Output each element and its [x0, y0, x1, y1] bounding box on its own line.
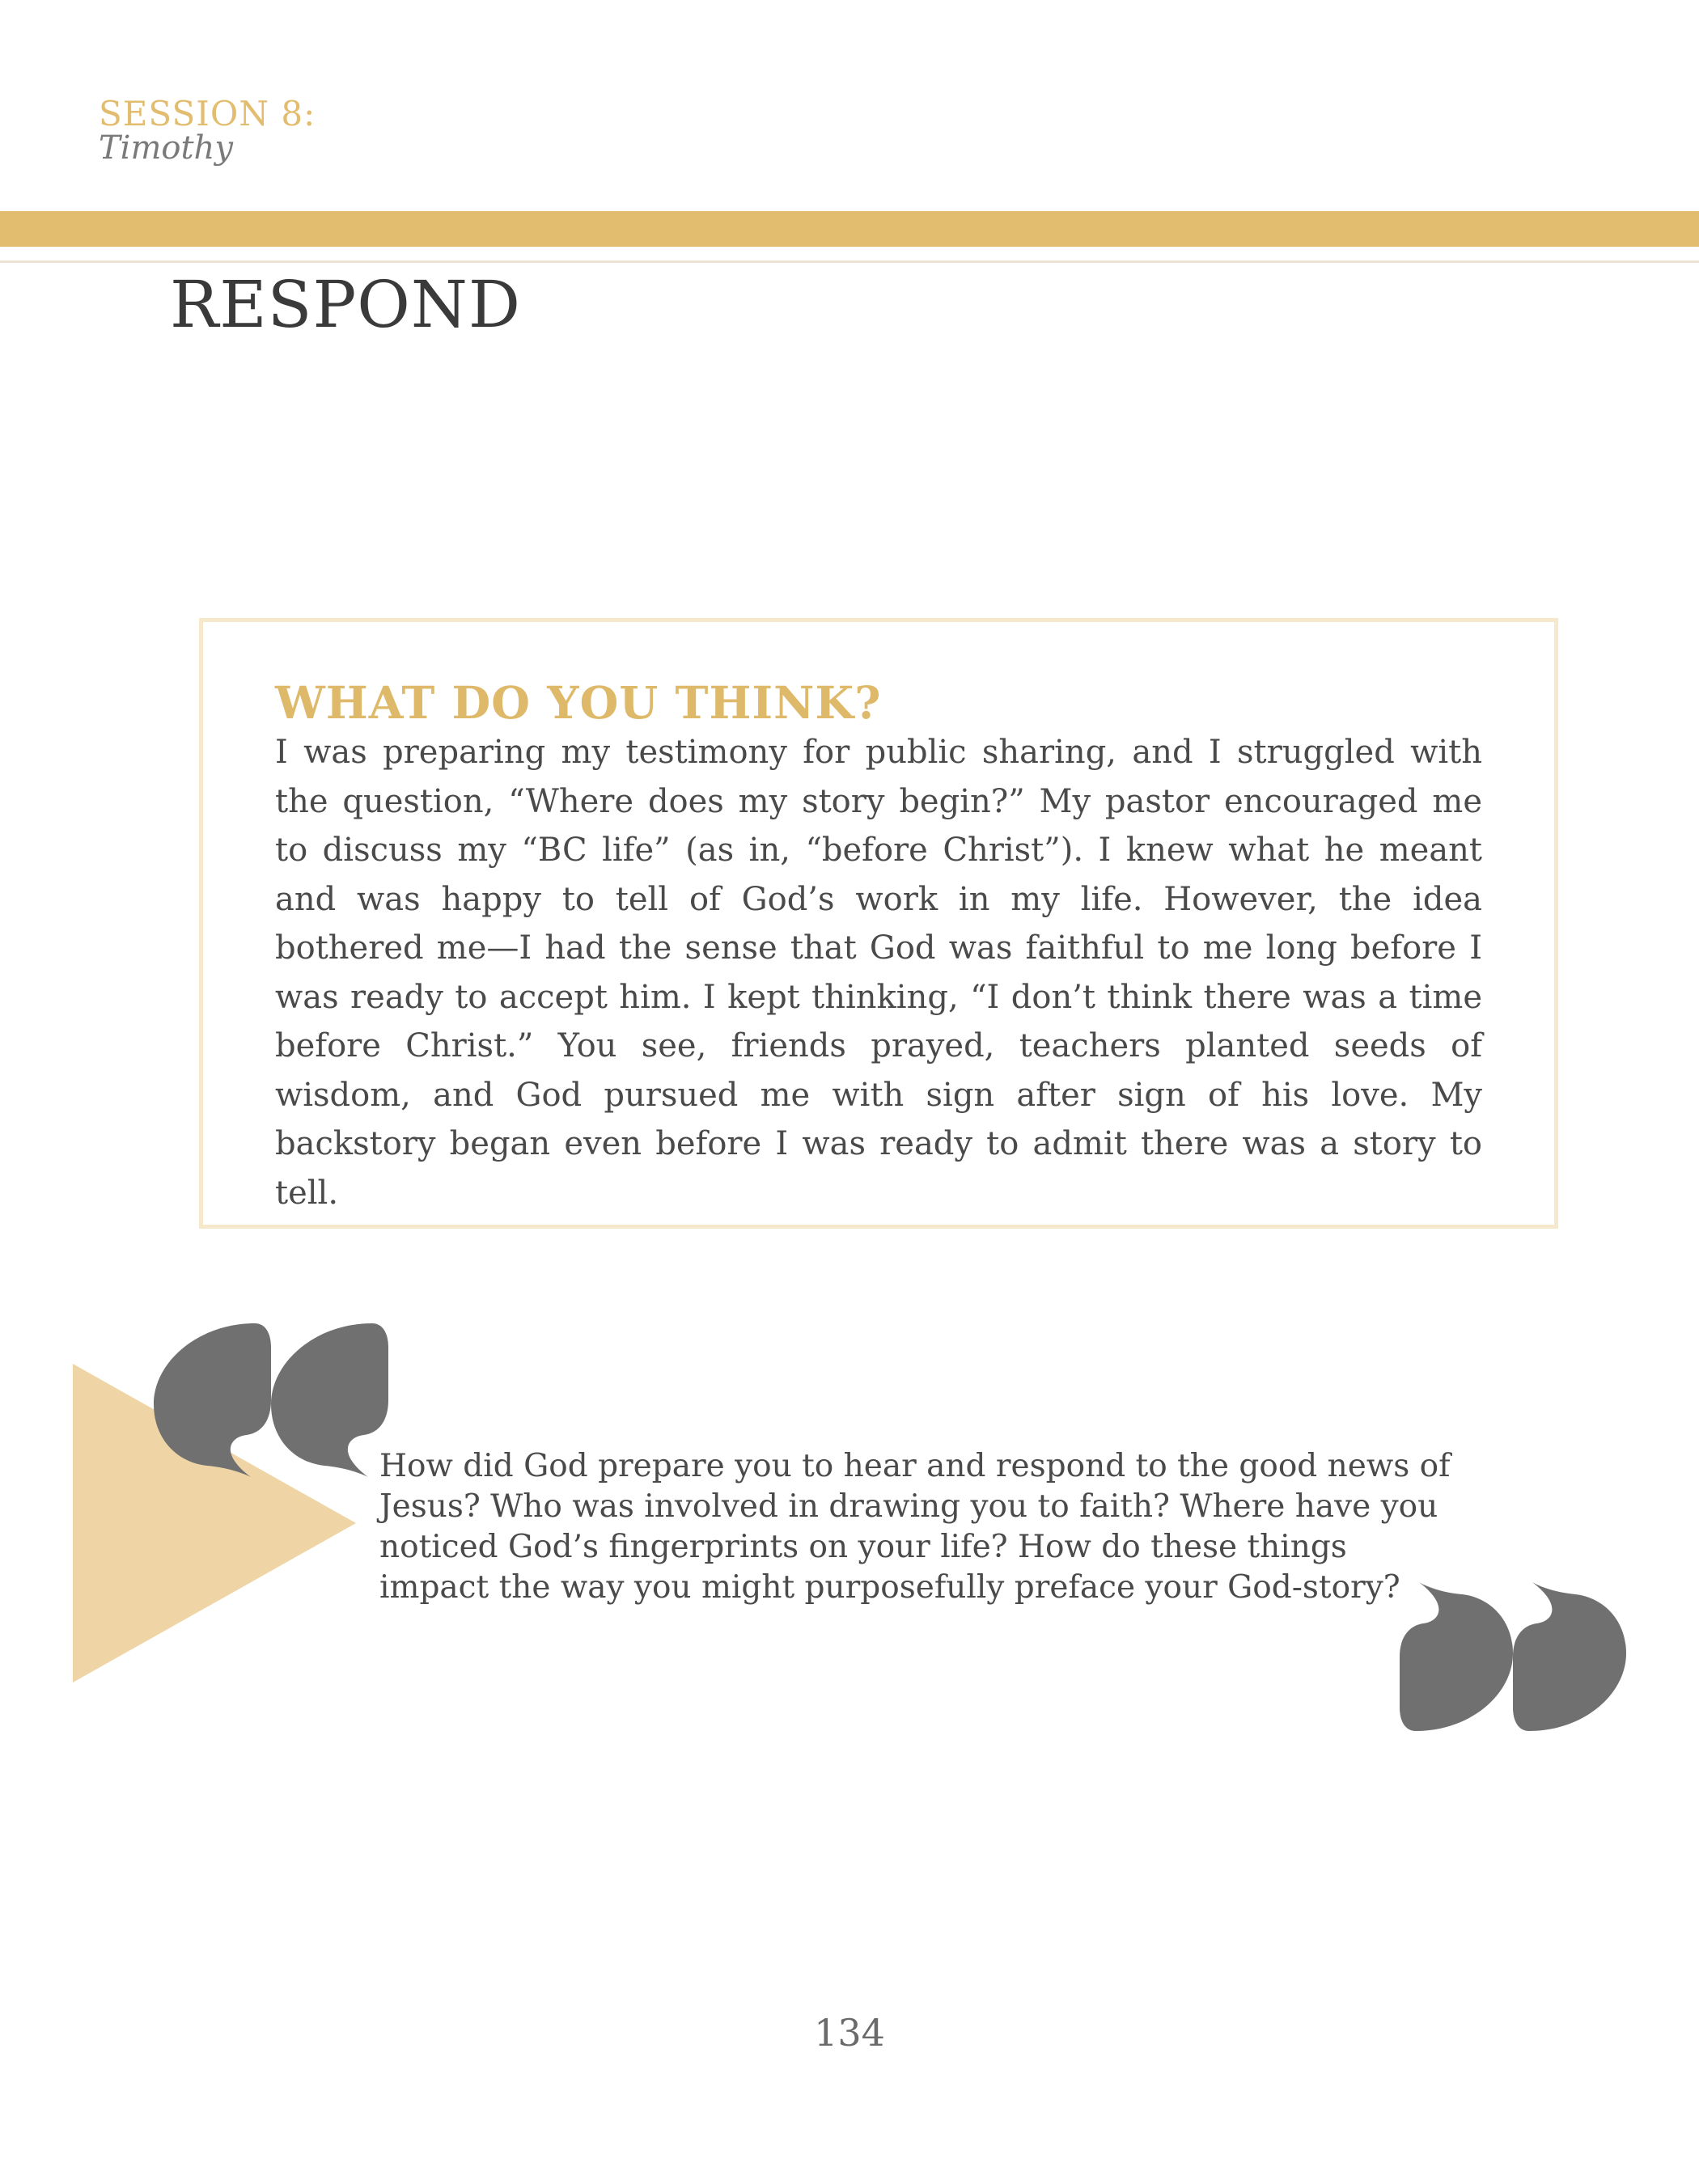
session-label: SESSION 8: [99, 94, 316, 133]
header-divider [0, 260, 1699, 263]
header-gold-band [0, 211, 1699, 247]
think-box-body: I was preparing my testimony for public sharing, and I struggled with the question, “Where does my story begin?” My pastor encouraged me to discuss my “BC life” (as in, “before Christ”). I knew what he meant and was happy to tell of God’s work in my life. However, the idea bothered me—I had the sense that God was faithful to me long before I was ready to accept him. I kept thinking, “I don’t think there was a time before Christ.” You see, friends prayed, teachers planted seeds of wisdom, and God pursued me with sign after sign of his love. My backstory began even before I was ready to admit there was a story to tell. [275, 734, 1482, 1212]
page-number: 134 [814, 2011, 885, 2055]
reflection-question: How did God prepare you to hear and respond to the good news of Jesus? Who was involved in drawing you to faith? Where have you noticed God’s fingerprints on your life? How do these things impact the way you might purposefully preface your God-story? [379, 1448, 1451, 1606]
think-box-heading: WHAT DO YOU THINK? [275, 676, 882, 729]
open-quote-icon [154, 1323, 388, 1477]
section-title: RESPOND [170, 267, 521, 342]
session-name: Timothy [99, 129, 233, 167]
